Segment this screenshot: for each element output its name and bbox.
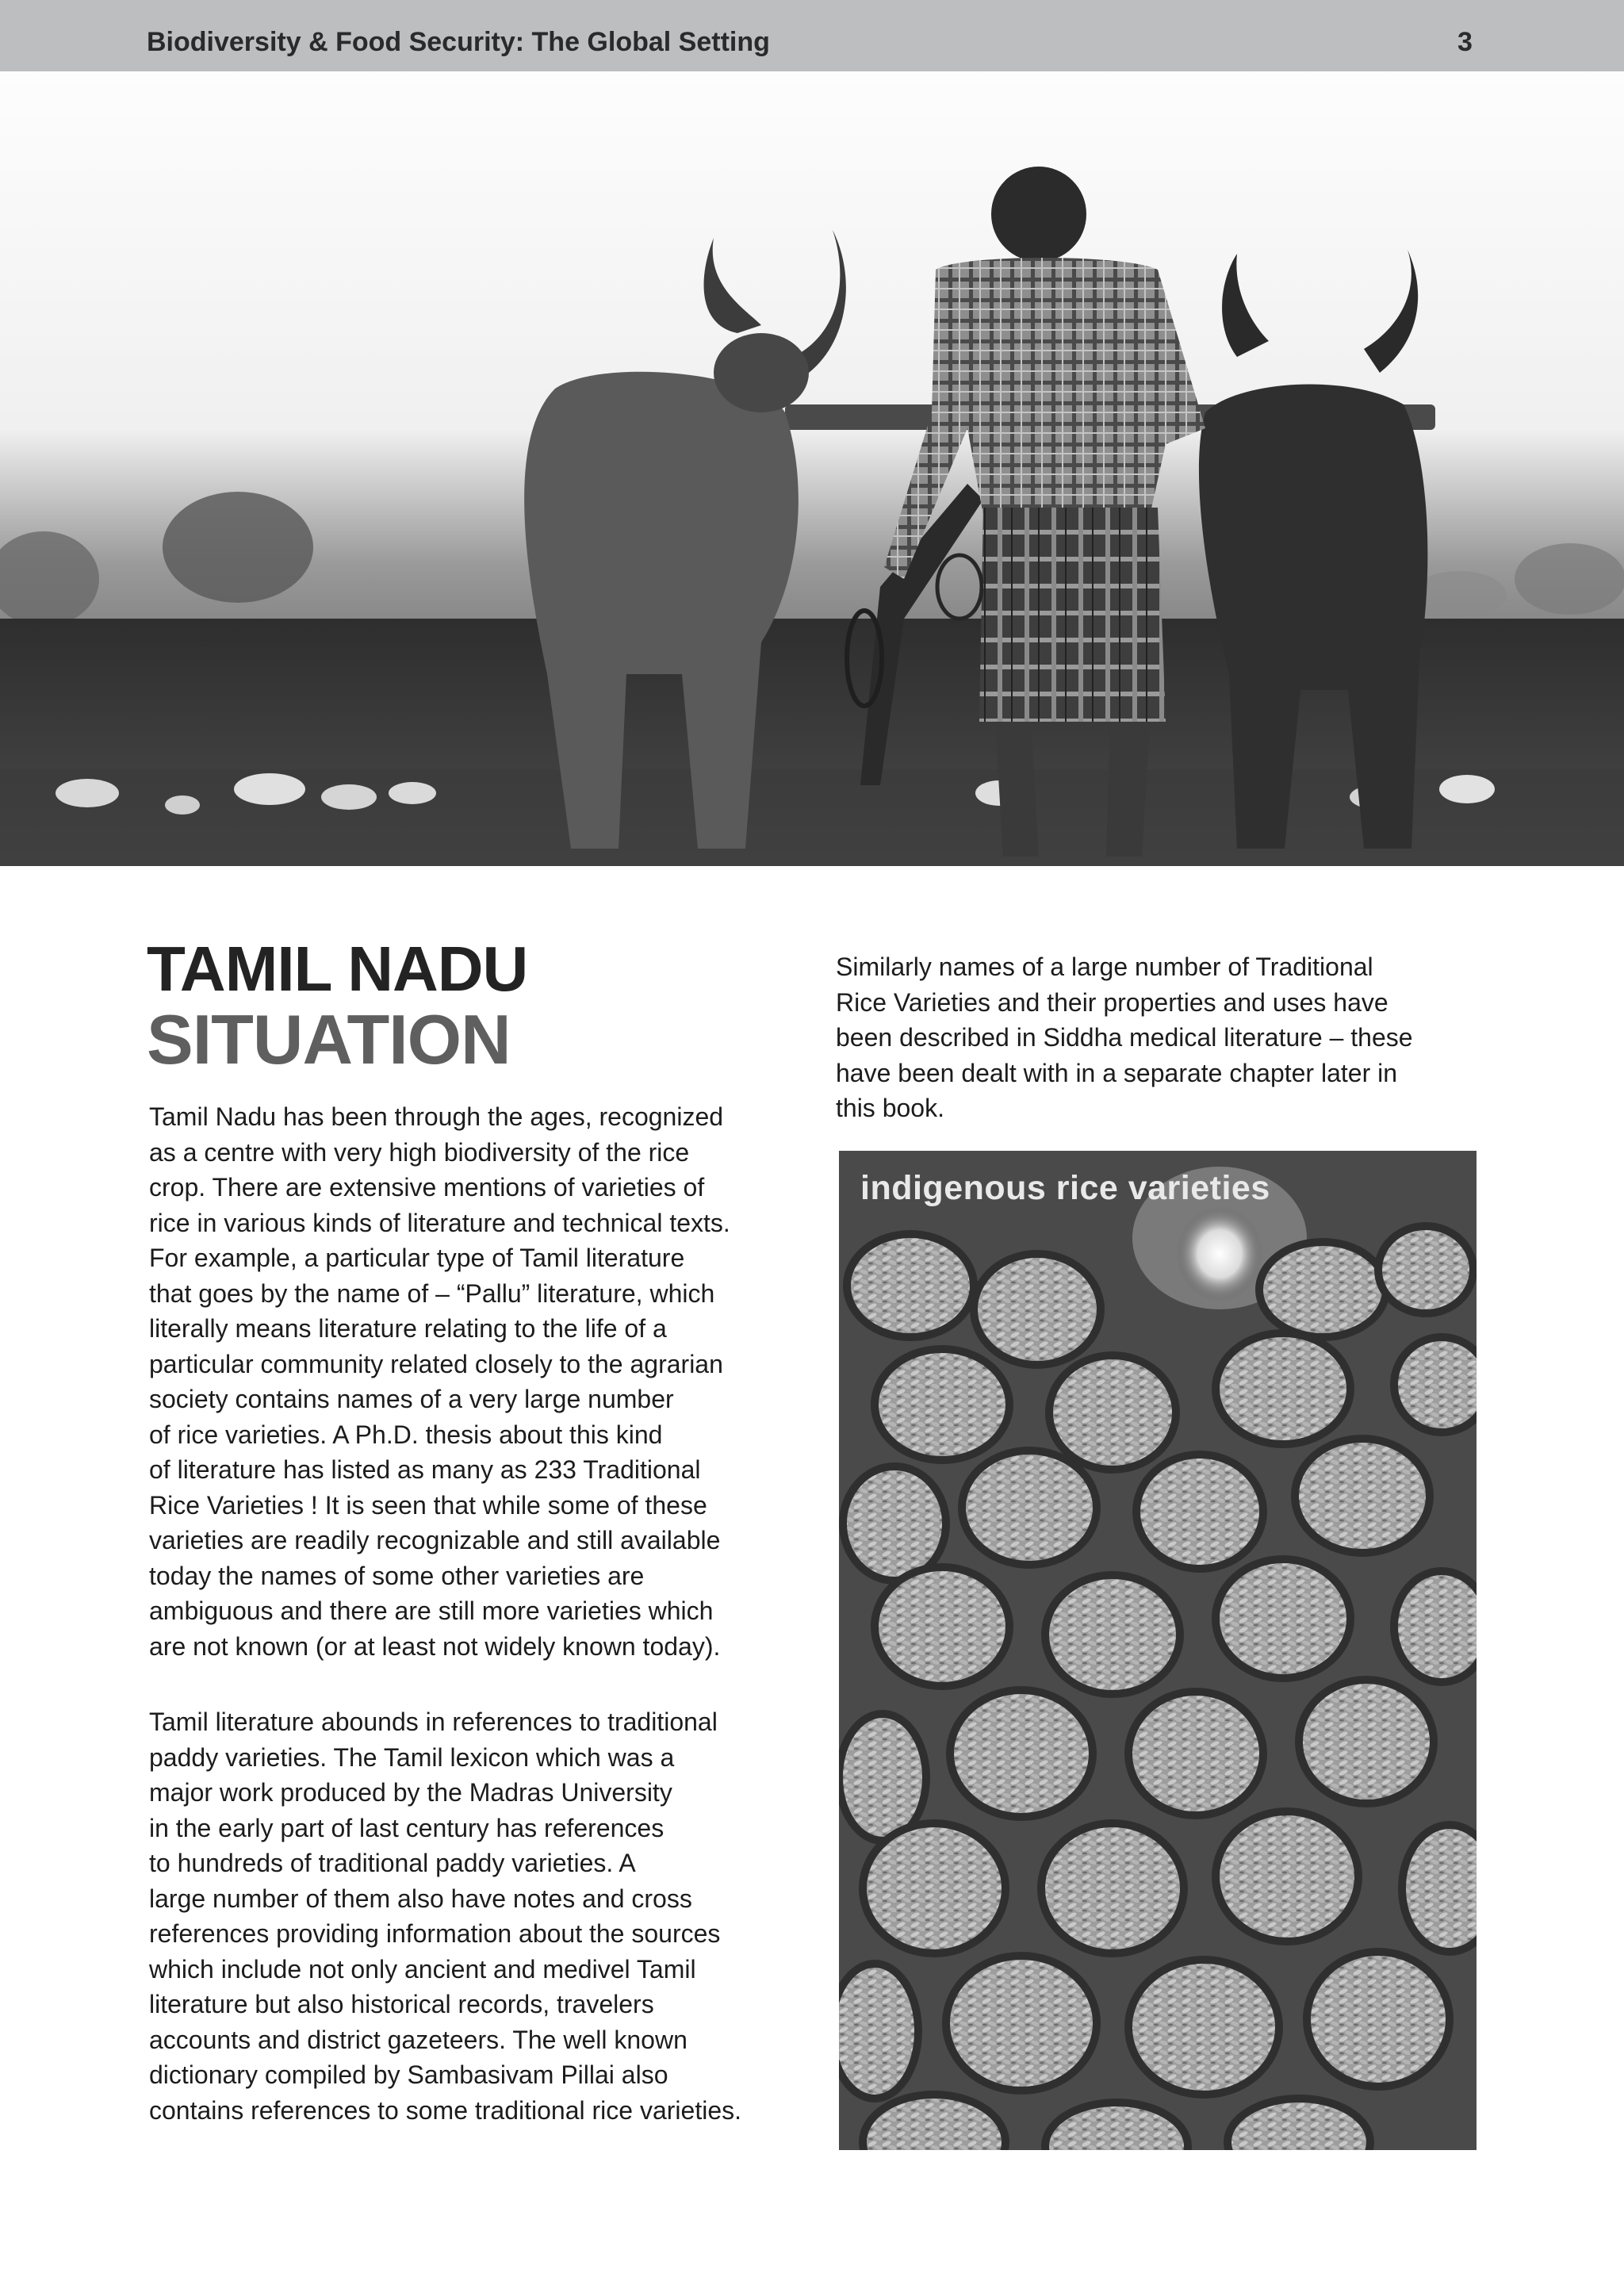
farmer-ploughing-photo [0,71,1624,866]
page-number: 3 [1457,27,1473,57]
body-paragraph: Tamil literature abounds in references to traditional paddy varieties. The Tamil lexicon which was a major work produced by the Madras University in the early part of last century has references to hundreds of traditional paddy varieties. A large number of them also have notes and cross references providing information about the sources which include not only ancient and medivel Tamil literature but also historical records, travelers accounts and district gazeteers. The well known dictionary compiled by Sambasivam Pillai also contains references to some traditional rice varieties. [149,1708,742,2125]
body-paragraph: Tamil Nadu has been through the ages, recognized as a centre with very high biodiversity of the rice crop. There are extensive mentions of varieties of rice in various kinds of literature and technical texts. For example, a particular type of Tamil literature that goes by the name of – “Pallu” literature, which literally means literature relating to the life of a particular community related closely to the agrarian society contains names of a very large number of rice varieties. A Ph.D. thesis about this kind of literature has listed as many as 233 Traditional Rice Varieties ! It is seen that while some of these varieties are readily recognizable and still available today the names of some other varieties are ambiguous and there are still more varieties which are not known (or at least not widely known today). [149,1102,730,1661]
left-column-paragraph-1 [149,1099,799,1664]
rice-varieties-photo [839,1151,1477,2150]
body-paragraph: Similarly names of a large number of Traditional Rice Varieties and their properties and uses have been described in Siddha medical literature – these have been dealt with in a separate chapter later in this book. [836,953,1413,1122]
right-column-paragraph-1 [836,949,1470,1126]
section-title-line1: TAMIL NADU [147,933,528,1004]
running-header-title: Biodiversity & Food Security: The Global Setting [147,27,770,57]
section-title-line2: SITUATION [147,1000,511,1079]
left-column-paragraph-2 [149,1704,799,2128]
rice-photo-caption: indigenous rice varieties [860,1169,1270,1207]
running-header [0,0,1624,71]
